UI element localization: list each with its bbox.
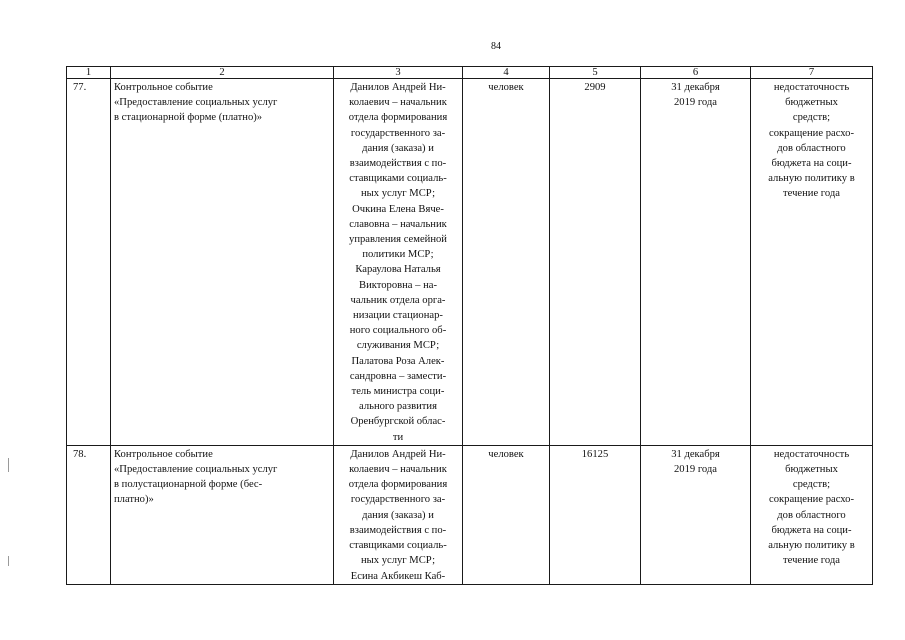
risk-line: средств; [792,479,831,491]
responsible-line: Викторовна – на- [359,279,437,291]
responsible-line: ного социального об- [349,325,447,337]
row-number: 77. [67,79,111,446]
responsible-line: ных услуг МСР; [360,555,436,567]
risk-line: средств; [792,112,831,124]
responsible-line: ставщиками социаль- [349,173,447,185]
deadline-cell [641,445,751,584]
responsible-line: сандровна – замести- [349,370,447,382]
responsible-line: взаимодействия с по- [349,524,447,536]
responsible-line: Караулова Наталья [355,264,441,276]
risk-line: недостаточность [773,448,850,460]
responsible-line: Оренбургской облас- [350,416,446,428]
responsible-line: политики МСР; [362,249,434,261]
risk-line: дов областного [777,509,846,521]
responsible-line: Палатова Роза Алек- [351,355,445,367]
risk-line: бюджета на соци- [771,158,852,170]
responsible-line: отдела формирования [348,112,448,124]
risk-line: течение года [783,188,840,200]
event-name-line: Контрольное событие [114,82,213,93]
risk-line: сокращение расхо- [769,127,854,139]
scan-mark [8,458,9,472]
scan-mark [8,556,9,566]
responsible-line: ных услуг МСР; [360,188,436,200]
responsible-line: отдела формирования [348,479,448,491]
responsible-line: государственного за- [350,127,446,139]
row-number: 78. [67,445,111,584]
table-row [67,79,873,446]
responsible-line: славовна – начальник [349,218,447,230]
responsible-line: Есина Акбикеш Каб- [350,570,446,582]
table-row [67,445,873,584]
responsible-cell [334,445,463,584]
responsible-line: Очкина Елена Вяче- [352,203,444,215]
event-name-line: Контрольное событие [114,448,213,460]
responsible-line: дания (заказа) и [362,142,434,154]
responsible-line: взаимодействия с по- [349,158,447,170]
event-name-line: в полустационарной форме (бес- [114,479,263,491]
column-number: 5 [550,67,641,79]
risk-line: альную политику в [768,173,855,185]
event-name-line: в стационарной форме (платно)» [114,112,263,124]
deadline-line: 31 декабря [671,82,720,93]
risk-line: дов областного [777,142,846,154]
responsible-line: государственного за- [350,494,446,506]
event-table [66,66,873,585]
risk-line: недостаточность [773,82,850,93]
responsible-line: колаевич – начальник [349,97,447,109]
responsible-line: Данилов Андрей Ни- [350,82,446,93]
column-number: 3 [334,67,463,79]
column-number-row [67,67,873,79]
value-cell: 2909 [550,79,641,446]
risk-cell [751,79,873,446]
unit-cell: человек [463,79,550,446]
event-name-line: платно)» [114,494,154,506]
deadline-cell [641,79,751,446]
responsible-line: ти [392,431,404,443]
event-name-cell [111,445,334,584]
responsible-line: колаевич – начальник [349,464,447,476]
column-number: 4 [463,67,550,79]
responsible-line: тель министра соци- [351,386,445,398]
responsible-line: ального развития [359,401,437,413]
column-number: 7 [751,67,873,79]
risk-line: бюджетных [785,97,838,109]
column-number: 6 [641,67,751,79]
responsible-cell [334,79,463,446]
column-number: 2 [111,67,334,79]
responsible-line: чальник отдела орга- [350,294,446,306]
risk-line: бюджета на соци- [771,524,852,536]
risk-line: сокращение расхо- [769,494,854,506]
risk-line: бюджетных [785,464,838,476]
responsible-line: дания (заказа) и [362,509,434,521]
deadline-line: 31 декабря [671,448,720,460]
risk-line: течение года [783,555,840,567]
deadline-line: 2019 года [673,464,717,476]
responsible-line: управления семейной [349,234,447,246]
event-name-line: «Предоставление социальных услуг [114,97,278,109]
value-cell: 16125 [550,445,641,584]
deadline-line: 2019 года [673,97,717,109]
responsible-line: служивания МСР; [356,340,440,352]
event-name-cell [111,79,334,446]
responsible-line: Данилов Андрей Ни- [350,448,446,460]
page-number: 84 [491,41,501,52]
risk-line: альную политику в [768,540,855,552]
responsible-line: низации стационар- [353,310,443,322]
risk-cell [751,445,873,584]
unit-cell: человек [463,445,550,584]
event-name-line: «Предоставление социальных услуг [114,464,278,476]
responsible-line: ставщиками социаль- [349,540,447,552]
column-number: 1 [67,67,111,79]
